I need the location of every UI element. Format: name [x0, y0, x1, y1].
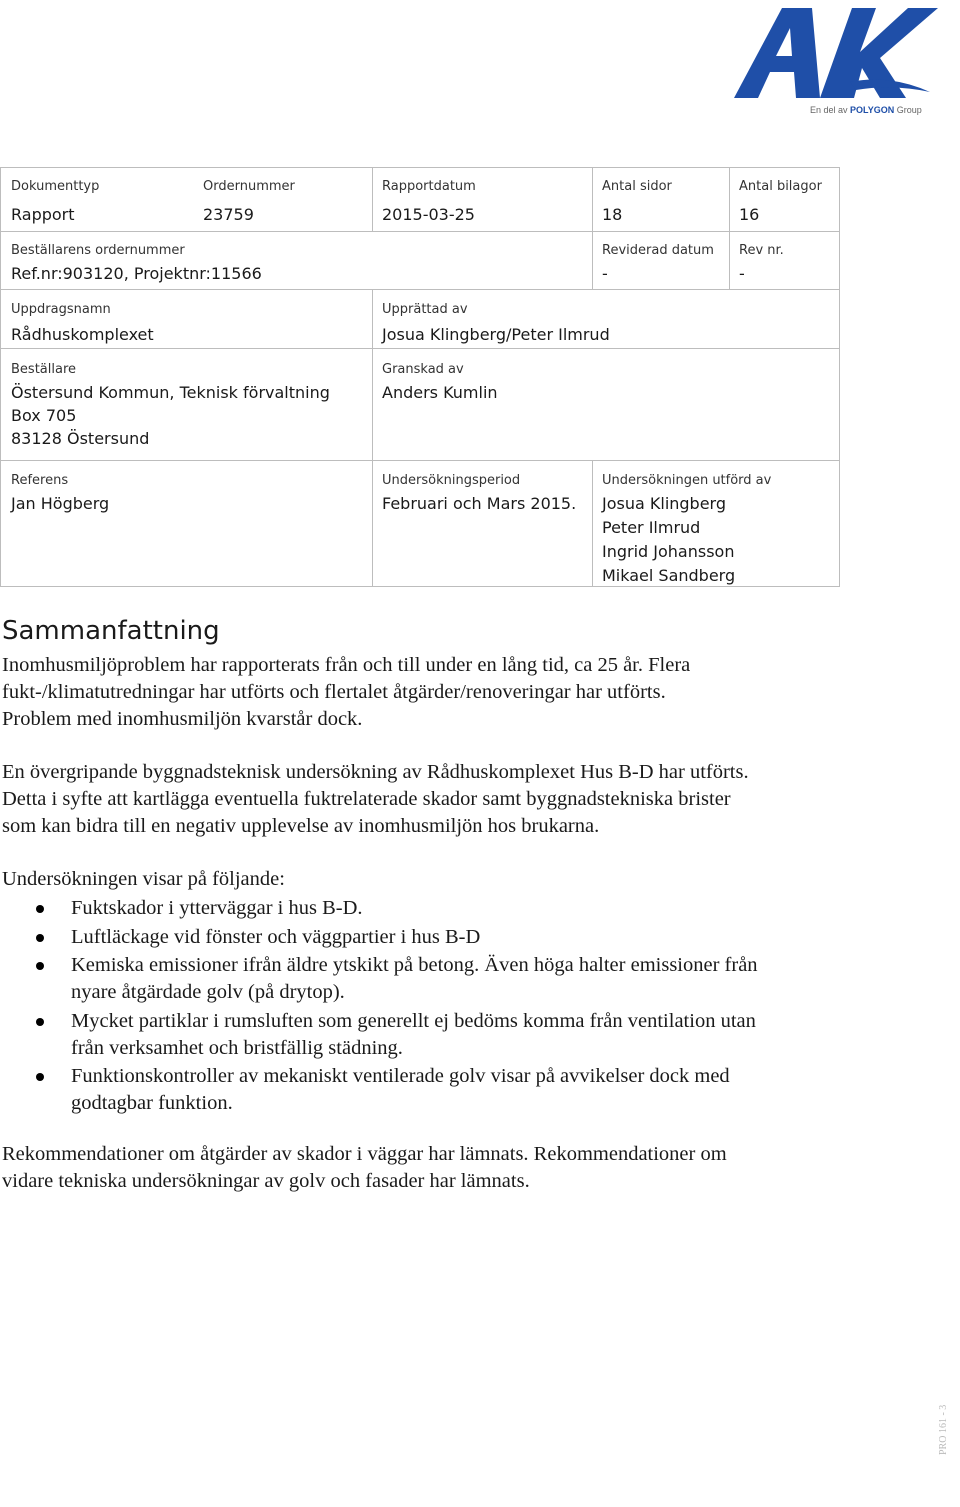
upprattad-av-label: Upprättad av [382, 302, 468, 317]
reviderad-datum-label: Reviderad datum [602, 243, 714, 258]
dokumenttyp-label: Dokumenttyp [11, 179, 100, 194]
reviderad-datum-value: - [602, 264, 608, 283]
rev-nr-label: Rev nr. [739, 243, 784, 258]
granskad-av-value: Anders Kumlin [382, 383, 498, 402]
rapportdatum-value: 2015-03-25 [382, 205, 475, 224]
antal-bilagor-value: 16 [739, 205, 760, 224]
bullet-icon [36, 962, 44, 970]
list-item: Luftläckage vid fönster och väggpartier i hus B-D [0, 924, 900, 951]
findings-list [0, 895, 900, 1119]
dokumenttyp-value: Rapport [11, 205, 75, 224]
undersokningsperiod-value: Februari och Mars 2015. [382, 494, 577, 513]
utford-av-label: Undersökningen utförd av [602, 473, 772, 488]
summary-heading: Sammanfattning [2, 616, 220, 646]
antal-bilagor-label: Antal bilagor [739, 179, 822, 194]
bestallare-line-2: Box 705 [11, 406, 77, 425]
utford-av-person-4: Mikael Sandberg [602, 566, 736, 585]
upprattad-av-value: Josua Klingberg/Peter Ilmrud [382, 325, 610, 344]
referens-label: Referens [11, 473, 69, 488]
utford-av-person-2: Peter Ilmrud [602, 518, 701, 537]
antal-sidor-value: 18 [602, 205, 623, 224]
bestallare-line-1: Östersund Kommun, Teknisk förvaltning [11, 383, 330, 402]
bullet-icon [36, 905, 44, 913]
bestallarens-ordernummer-value: Ref.nr:903120, Projektnr:11566 [11, 264, 262, 283]
bestallare-label: Beställare [11, 362, 76, 377]
rev-nr-value: - [739, 264, 745, 283]
bullet-icon [36, 1073, 44, 1081]
bullet-icon [36, 934, 44, 942]
ordernummer-value: 23759 [203, 205, 254, 224]
summary-paragraph-3: Undersökningen visar på följande: [2, 868, 285, 890]
list-item: Fuktskador i ytterväggar i hus B-D. [0, 895, 900, 922]
bestallare-line-3: 83128 Östersund [11, 429, 150, 448]
uppdragsnamn-label: Uppdragsnamn [11, 302, 111, 317]
document-code: PRO 161 - 3 [938, 1404, 949, 1455]
summary-paragraph-4: Rekommendationer om åtgärder av skador i väggar har lämnats. Rekommendationer om vidare tekniska undersökningar av golv och fasader har lämnats. [2, 1143, 727, 1192]
report-info-table [0, 167, 840, 587]
list-item: Kemiska emissioner ifrån äldre ytskikt på betong. Även höga halter emissioner från nyare åtgärdade golv (på drytop). [0, 952, 900, 1006]
list-item: Mycket partiklar i rumsluften som generellt ej bedöms komma från ventilation utan från verksamhet och bristfällig städning. [0, 1008, 900, 1062]
utford-av-person-3: Ingrid Johansson [602, 542, 735, 561]
rapportdatum-label: Rapportdatum [382, 179, 476, 194]
summary-paragraph-1: Inomhusmiljöproblem har rapporterats från och till under en lång tid, ca 25 år. Flera fukt-/klimatutredningar har utförts och flertalet åtgärder/renoveringar har utförts. Problem med inomhusmiljön kvarstår dock. [2, 654, 691, 730]
ordernummer-label: Ordernummer [203, 179, 295, 194]
summary-paragraph-2: En övergripande byggnadsteknisk undersökning av Rådhuskomplexet Hus B-D har utförts. Detta i syfte att kartlägga eventuella fuktrelaterade skador samt byggnadstekniska brister som kan bidra till en negativ upplevelse av inomhusmiljön hos brukarna. [2, 761, 749, 837]
antal-sidor-label: Antal sidor [602, 179, 672, 194]
logo-tagline: En del av POLYGON Group [810, 105, 922, 115]
utford-av-person-1: Josua Klingberg [602, 494, 727, 513]
bullet-icon [36, 1018, 44, 1026]
bestallarens-ordernummer-label: Beställarens ordernummer [11, 243, 185, 258]
referens-value: Jan Högberg [11, 494, 110, 513]
list-item: Funktionskontroller av mekaniskt ventilerade golv visar på avvikelser dock med godtagbar funktion. [0, 1063, 900, 1117]
granskad-av-label: Granskad av [382, 362, 464, 377]
uppdragsnamn-value: Rådhuskomplexet [11, 325, 154, 344]
undersokningsperiod-label: Undersökningsperiod [382, 473, 521, 488]
